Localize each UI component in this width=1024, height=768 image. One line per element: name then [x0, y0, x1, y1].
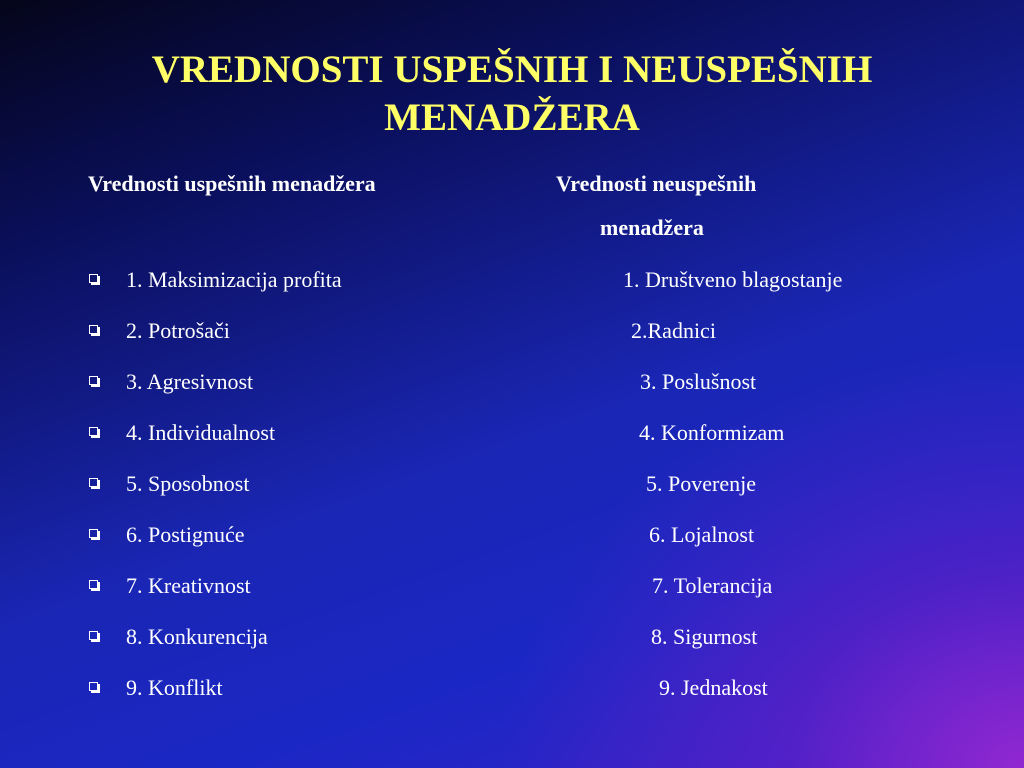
checkbox-bullet-icon — [89, 631, 98, 640]
successful-value-item: 2. Potrošači — [126, 318, 230, 343]
list-row — [0, 668, 1024, 708]
checkbox-bullet-icon — [89, 478, 98, 487]
unsuccessful-value-item: 8. Sigurnost — [651, 624, 758, 649]
list-row — [0, 617, 1024, 657]
successful-value-item: 4. Individualnost — [126, 420, 276, 445]
right-header-line-1: Vrednosti neuspešnih — [556, 171, 757, 196]
list-row — [0, 566, 1024, 606]
unsuccessful-value-item: 9. Jednakost — [659, 675, 768, 700]
list-row — [0, 515, 1024, 555]
slide-title — [0, 46, 1024, 142]
right-column-header — [556, 162, 856, 250]
checkbox-bullet-icon — [89, 325, 98, 334]
checkbox-bullet-icon — [89, 376, 98, 385]
checkbox-bullet-icon — [89, 580, 98, 589]
slide-title-line-2: MENADŽERA — [384, 96, 640, 139]
successful-value-item: 7. Kreativnost — [126, 573, 251, 598]
unsuccessful-value-item: 6. Lojalnost — [649, 522, 755, 547]
successful-value-item: 8. Konkurencija — [126, 624, 268, 649]
checkbox-bullet-icon — [89, 682, 98, 691]
list-row — [0, 362, 1024, 402]
unsuccessful-value-item: 1. Društveno blagostanje — [623, 267, 843, 292]
successful-value-item: 3. Agresivnost — [126, 369, 254, 394]
checkbox-bullet-icon — [89, 274, 98, 283]
successful-value-item: 6. Postignuće — [126, 522, 245, 547]
slide-title-line-1: VREDNOSTI USPEŠNIH I NEUSPEŠNIH — [151, 48, 873, 91]
list-row — [0, 413, 1024, 453]
unsuccessful-value-item: 2.Radnici — [631, 318, 716, 343]
right-header-line-2: menadžera — [600, 215, 704, 240]
successful-value-item: 9. Konflikt — [126, 675, 223, 700]
left-column-header: Vrednosti uspešnih menadžera — [88, 171, 376, 196]
list-row — [0, 464, 1024, 504]
unsuccessful-value-item: 5. Poverenje — [646, 471, 756, 496]
successful-value-item: 1. Maksimizacija profita — [126, 267, 342, 292]
checkbox-bullet-icon — [89, 427, 98, 436]
unsuccessful-value-item: 4. Konformizam — [639, 420, 785, 445]
unsuccessful-value-item: 3. Poslušnost — [640, 369, 757, 394]
checkbox-bullet-icon — [89, 529, 98, 538]
list-row — [0, 260, 1024, 300]
unsuccessful-value-item: 7. Tolerancija — [652, 573, 773, 598]
successful-value-item: 5. Sposobnost — [126, 471, 250, 496]
list-row — [0, 311, 1024, 351]
